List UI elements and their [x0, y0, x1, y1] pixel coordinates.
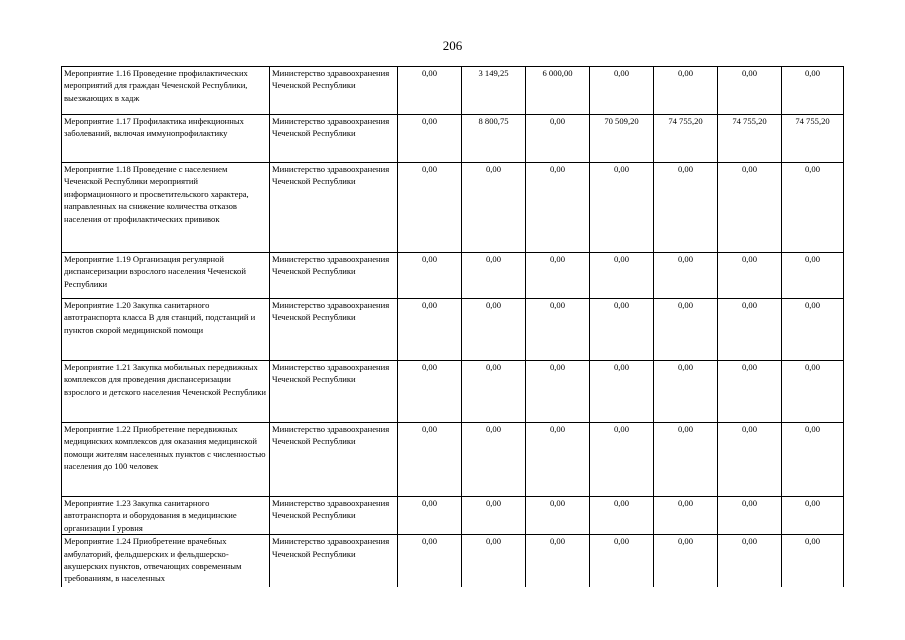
value-cell: 0,00 [462, 163, 526, 253]
event-cell: Мероприятие 1.24 Приобретение врачебных амбулаторий, фельдшерских и фельдшерско-акушерских пунктов, отвечающих современным требованиям, в населенных [62, 535, 270, 587]
value-cell: 0,00 [462, 299, 526, 361]
table-row [62, 67, 844, 115]
value-cell: 74 755,20 [718, 115, 782, 163]
value-cell: 0,00 [654, 163, 718, 253]
event-cell: Мероприятие 1.23 Закупка санитарного автотранспорта и оборудования в медицинские организации I уровня [62, 497, 270, 535]
executor-cell: Министерство здравоохранения Чеченской Республики [270, 115, 398, 163]
value-cell: 0,00 [590, 423, 654, 497]
value-cell: 0,00 [590, 67, 654, 115]
value-cell: 0,00 [782, 423, 844, 497]
event-cell: Мероприятие 1.20 Закупка санитарного автотранспорта класса В для станций, подстанций и пунктов скорой медицинской помощи [62, 299, 270, 361]
value-cell: 0,00 [782, 535, 844, 587]
table-row [62, 497, 844, 535]
value-cell: 0,00 [398, 115, 462, 163]
value-cell: 0,00 [590, 299, 654, 361]
executor-cell: Министерство здравоохранения Чеченской Республики [270, 299, 398, 361]
value-cell: 3 149,25 [462, 67, 526, 115]
value-cell: 0,00 [718, 361, 782, 423]
event-cell: Мероприятие 1.19 Организация регулярной диспансеризации взрослого населения Чеченской Республики [62, 253, 270, 299]
executor-cell: Министерство здравоохранения Чеченской Республики [270, 361, 398, 423]
value-cell: 74 755,20 [654, 115, 718, 163]
value-cell: 74 755,20 [782, 115, 844, 163]
value-cell: 0,00 [526, 423, 590, 497]
value-cell: 6 000,00 [526, 67, 590, 115]
value-cell: 0,00 [782, 497, 844, 535]
value-cell: 0,00 [526, 497, 590, 535]
event-cell: Мероприятие 1.17 Профилактика инфекционных заболеваний, включая иммунопрофилактику [62, 115, 270, 163]
value-cell: 0,00 [398, 299, 462, 361]
value-cell: 0,00 [398, 361, 462, 423]
table-row [62, 361, 844, 423]
event-cell: Мероприятие 1.18 Проведение с населением Чеченской Республики мероприятий информационного и просветительского характера, направленных на снижение количества отказов населения от профилактических прививок [62, 163, 270, 253]
table-row [62, 423, 844, 497]
table-row [62, 115, 844, 163]
value-cell: 0,00 [398, 253, 462, 299]
value-cell: 70 509,20 [590, 115, 654, 163]
table-row [62, 163, 844, 253]
value-cell: 0,00 [590, 253, 654, 299]
executor-cell: Министерство здравоохранения Чеченской Республики [270, 67, 398, 115]
executor-cell: Министерство здравоохранения Чеченской Республики [270, 163, 398, 253]
value-cell: 0,00 [462, 497, 526, 535]
budget-table [61, 66, 844, 587]
executor-cell: Министерство здравоохранения Чеченской Республики [270, 253, 398, 299]
page-number: 206 [442, 38, 463, 53]
value-cell: 0,00 [590, 535, 654, 587]
value-cell: 0,00 [718, 535, 782, 587]
event-cell: Мероприятие 1.22 Приобретение передвижных медицинских комплексов для оказания медицинской помощи жителям населенных пунктов с численностью населения до 100 человек [62, 423, 270, 497]
executor-cell: Министерство здравоохранения Чеченской Республики [270, 497, 398, 535]
value-cell: 0,00 [718, 299, 782, 361]
executor-cell: Министерство здравоохранения Чеченской Республики [270, 423, 398, 497]
table-row [62, 253, 844, 299]
value-cell: 0,00 [462, 361, 526, 423]
value-cell: 0,00 [590, 361, 654, 423]
value-cell: 0,00 [782, 253, 844, 299]
value-cell: 0,00 [398, 497, 462, 535]
value-cell: 0,00 [654, 299, 718, 361]
event-cell: Мероприятие 1.21 Закупка мобильных передвижных комплексов для проведения диспансеризации взрослого и детского населения Чеченской Республики [62, 361, 270, 423]
value-cell: 0,00 [654, 497, 718, 535]
value-cell: 0,00 [718, 423, 782, 497]
value-cell: 0,00 [718, 497, 782, 535]
executor-cell: Министерство здравоохранения Чеченской Республики [270, 535, 398, 587]
value-cell: 0,00 [718, 163, 782, 253]
value-cell: 8 800,75 [462, 115, 526, 163]
value-cell: 0,00 [526, 115, 590, 163]
event-cell: Мероприятие 1.16 Проведение профилактических мероприятий для граждан Чеченской Республики, выезжающих в хадж [62, 67, 270, 115]
table-row [62, 299, 844, 361]
budget-table-body [62, 67, 844, 587]
value-cell: 0,00 [782, 163, 844, 253]
value-cell: 0,00 [398, 163, 462, 253]
value-cell: 0,00 [654, 361, 718, 423]
value-cell: 0,00 [526, 253, 590, 299]
table-row [62, 535, 844, 587]
value-cell: 0,00 [782, 361, 844, 423]
value-cell: 0,00 [526, 299, 590, 361]
value-cell: 0,00 [398, 423, 462, 497]
value-cell: 0,00 [526, 361, 590, 423]
value-cell: 0,00 [462, 253, 526, 299]
value-cell: 0,00 [526, 535, 590, 587]
value-cell: 0,00 [462, 535, 526, 587]
value-cell: 0,00 [782, 67, 844, 115]
value-cell: 0,00 [526, 163, 590, 253]
value-cell: 0,00 [590, 163, 654, 253]
value-cell: 0,00 [654, 535, 718, 587]
value-cell: 0,00 [654, 67, 718, 115]
value-cell: 0,00 [782, 299, 844, 361]
value-cell: 0,00 [718, 67, 782, 115]
value-cell: 0,00 [398, 535, 462, 587]
value-cell: 0,00 [590, 497, 654, 535]
value-cell: 0,00 [398, 67, 462, 115]
value-cell: 0,00 [462, 423, 526, 497]
value-cell: 0,00 [654, 253, 718, 299]
value-cell: 0,00 [718, 253, 782, 299]
value-cell: 0,00 [654, 423, 718, 497]
